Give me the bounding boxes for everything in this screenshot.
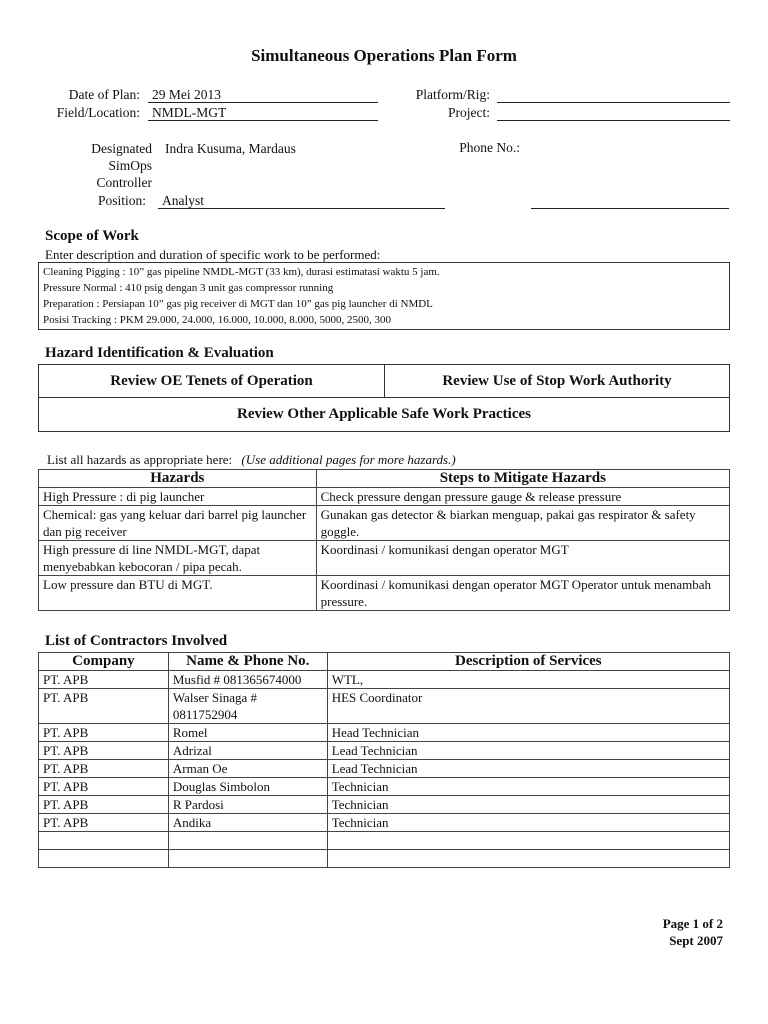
page-number: Page 1 of 2 [662,916,723,931]
name-column-header: Name & Phone No. [168,653,327,671]
hazard-list-note: (Use additional pages for more hazards.) [241,452,456,467]
review-box [38,364,730,432]
review-safe-work: Review Other Applicable Safe Work Practices [237,406,531,422]
scope-line: Pressure Normal : 410 psig dengan 3 unit gas compressor running [43,282,334,294]
scope-text-area[interactable] [38,262,730,330]
hazard-cell[interactable]: Chemical: gas yang keluar dari barrel pig launcher dan pig receiver [39,506,317,541]
position-field[interactable]: Analyst [158,193,445,209]
table-row [39,778,730,796]
name-cell[interactable]: Romel [168,724,327,742]
company-column-header: Company [39,653,169,671]
table-row [39,796,730,814]
company-cell[interactable]: PT. APB [39,760,169,778]
controller-label-line: SimOps [108,158,152,173]
name-cell[interactable] [168,832,327,850]
project-field[interactable] [497,105,730,121]
scope-heading: Scope of Work [45,228,139,244]
hazard-cell[interactable]: High Pressure : di pig launcher [39,488,317,506]
contractors-table [38,652,730,868]
hazard-list-intro [47,452,456,468]
hazard-cell[interactable]: High pressure di line NMDL-MGT, dapat menyebabkan kebocoran / pipa pecah. [39,541,317,576]
date-label: Date of Plan: [68,87,140,102]
hazard-heading: Hazard Identification & Evaluation [45,345,274,361]
controller-label [20,140,152,191]
name-cell[interactable] [168,850,327,868]
steps-cell[interactable]: Koordinasi / komunikasi dengan operator MGT Operator untuk menambah pressure. [316,576,729,611]
description-cell[interactable]: Lead Technician [327,742,729,760]
table-row [39,850,730,868]
company-cell[interactable] [39,832,169,850]
table-row [39,832,730,850]
hazard-cell[interactable]: Low pressure dan BTU di MGT. [39,576,317,611]
hazards-table [38,469,730,611]
controller-label-line: Designated [91,141,152,156]
contractors-header-row [39,653,730,671]
company-cell[interactable]: PT. APB [39,796,169,814]
name-cell[interactable]: Walser Sinaga # 0811752904 [168,689,327,724]
field-location-label: Field/Location: [56,105,140,120]
name-cell[interactable]: Musfid # 081365674000 [168,671,327,689]
name-cell[interactable]: Andika [168,814,327,832]
review-stop-work: Review Use of Stop Work Authority [385,365,729,398]
revision-date: Sept 2007 [669,933,723,948]
phone-label: Phone No.: [459,140,520,155]
controller-label-line: Controller [96,175,152,190]
platform-field[interactable] [497,87,730,103]
table-row [39,742,730,760]
review-oe-tenets: Review OE Tenets of Operation [39,365,385,398]
scope-line: Posisi Tracking : PKM 29.000, 24.000, 16.000, 10.000, 8.000, 5000, 2500, 300 [43,314,392,326]
platform-label: Platform/Rig: [415,87,490,102]
table-row [39,541,730,576]
description-column-header: Description of Services [327,653,729,671]
company-cell[interactable]: PT. APB [39,724,169,742]
position-label: Position: [97,193,146,208]
hazard-list-intro-text: List all hazards as appropriate here: [47,452,233,467]
description-cell[interactable]: HES Coordinator [327,689,729,724]
company-cell[interactable] [39,850,169,868]
table-row [39,760,730,778]
form-title: Simultaneous Operations Plan Form [251,46,517,65]
table-row [39,814,730,832]
steps-cell[interactable]: Koordinasi / komunikasi dengan operator MGT [316,541,729,576]
hazards-column-header: Hazards [39,470,317,488]
description-cell[interactable]: Technician [327,778,729,796]
controller-field[interactable]: Indra Kusuma, Mardaus [165,141,296,156]
phone-field-line[interactable] [531,207,729,209]
table-row [39,488,730,506]
description-cell[interactable] [327,832,729,850]
name-cell[interactable]: Arman Oe [168,760,327,778]
table-row [39,671,730,689]
description-cell[interactable]: Technician [327,796,729,814]
description-cell[interactable]: Head Technician [327,724,729,742]
scope-instruction: Enter description and duration of specific work to be performed: [45,247,381,262]
description-cell[interactable]: Lead Technician [327,760,729,778]
scope-line: Cleaning Pigging : 10” gas pipeline NMDL-MGT (33 km), durasi estimatasi waktu 5 jam. [43,266,440,278]
hazards-header-row [39,470,730,488]
steps-cell[interactable]: Gunakan gas detector & biarkan menguap, pakai gas respirator & safety goggle. [316,506,729,541]
scope-line: Preparation : Persiapan 10” gas pig receiver di MGT dan 10” gas pig launcher di NMDL [43,298,433,310]
contractors-heading: List of Contractors Involved [45,633,228,649]
company-cell[interactable]: PT. APB [39,689,169,724]
company-cell[interactable]: PT. APB [39,671,169,689]
steps-column-header: Steps to Mitigate Hazards [316,470,729,488]
table-row [39,724,730,742]
table-row [39,506,730,541]
table-row [39,576,730,611]
name-cell[interactable]: Douglas Simbolon [168,778,327,796]
field-location-field[interactable]: NMDL-MGT [148,105,378,121]
table-row [39,689,730,724]
date-field[interactable]: 29 Mei 2013 [148,87,378,103]
company-cell[interactable]: PT. APB [39,742,169,760]
description-cell[interactable]: Technician [327,814,729,832]
name-cell[interactable]: R Pardosi [168,796,327,814]
description-cell[interactable]: WTL, [327,671,729,689]
name-cell[interactable]: Adrizal [168,742,327,760]
steps-cell[interactable]: Check pressure dengan pressure gauge & release pressure [316,488,729,506]
project-label: Project: [448,105,490,120]
description-cell[interactable] [327,850,729,868]
company-cell[interactable]: PT. APB [39,778,169,796]
company-cell[interactable]: PT. APB [39,814,169,832]
